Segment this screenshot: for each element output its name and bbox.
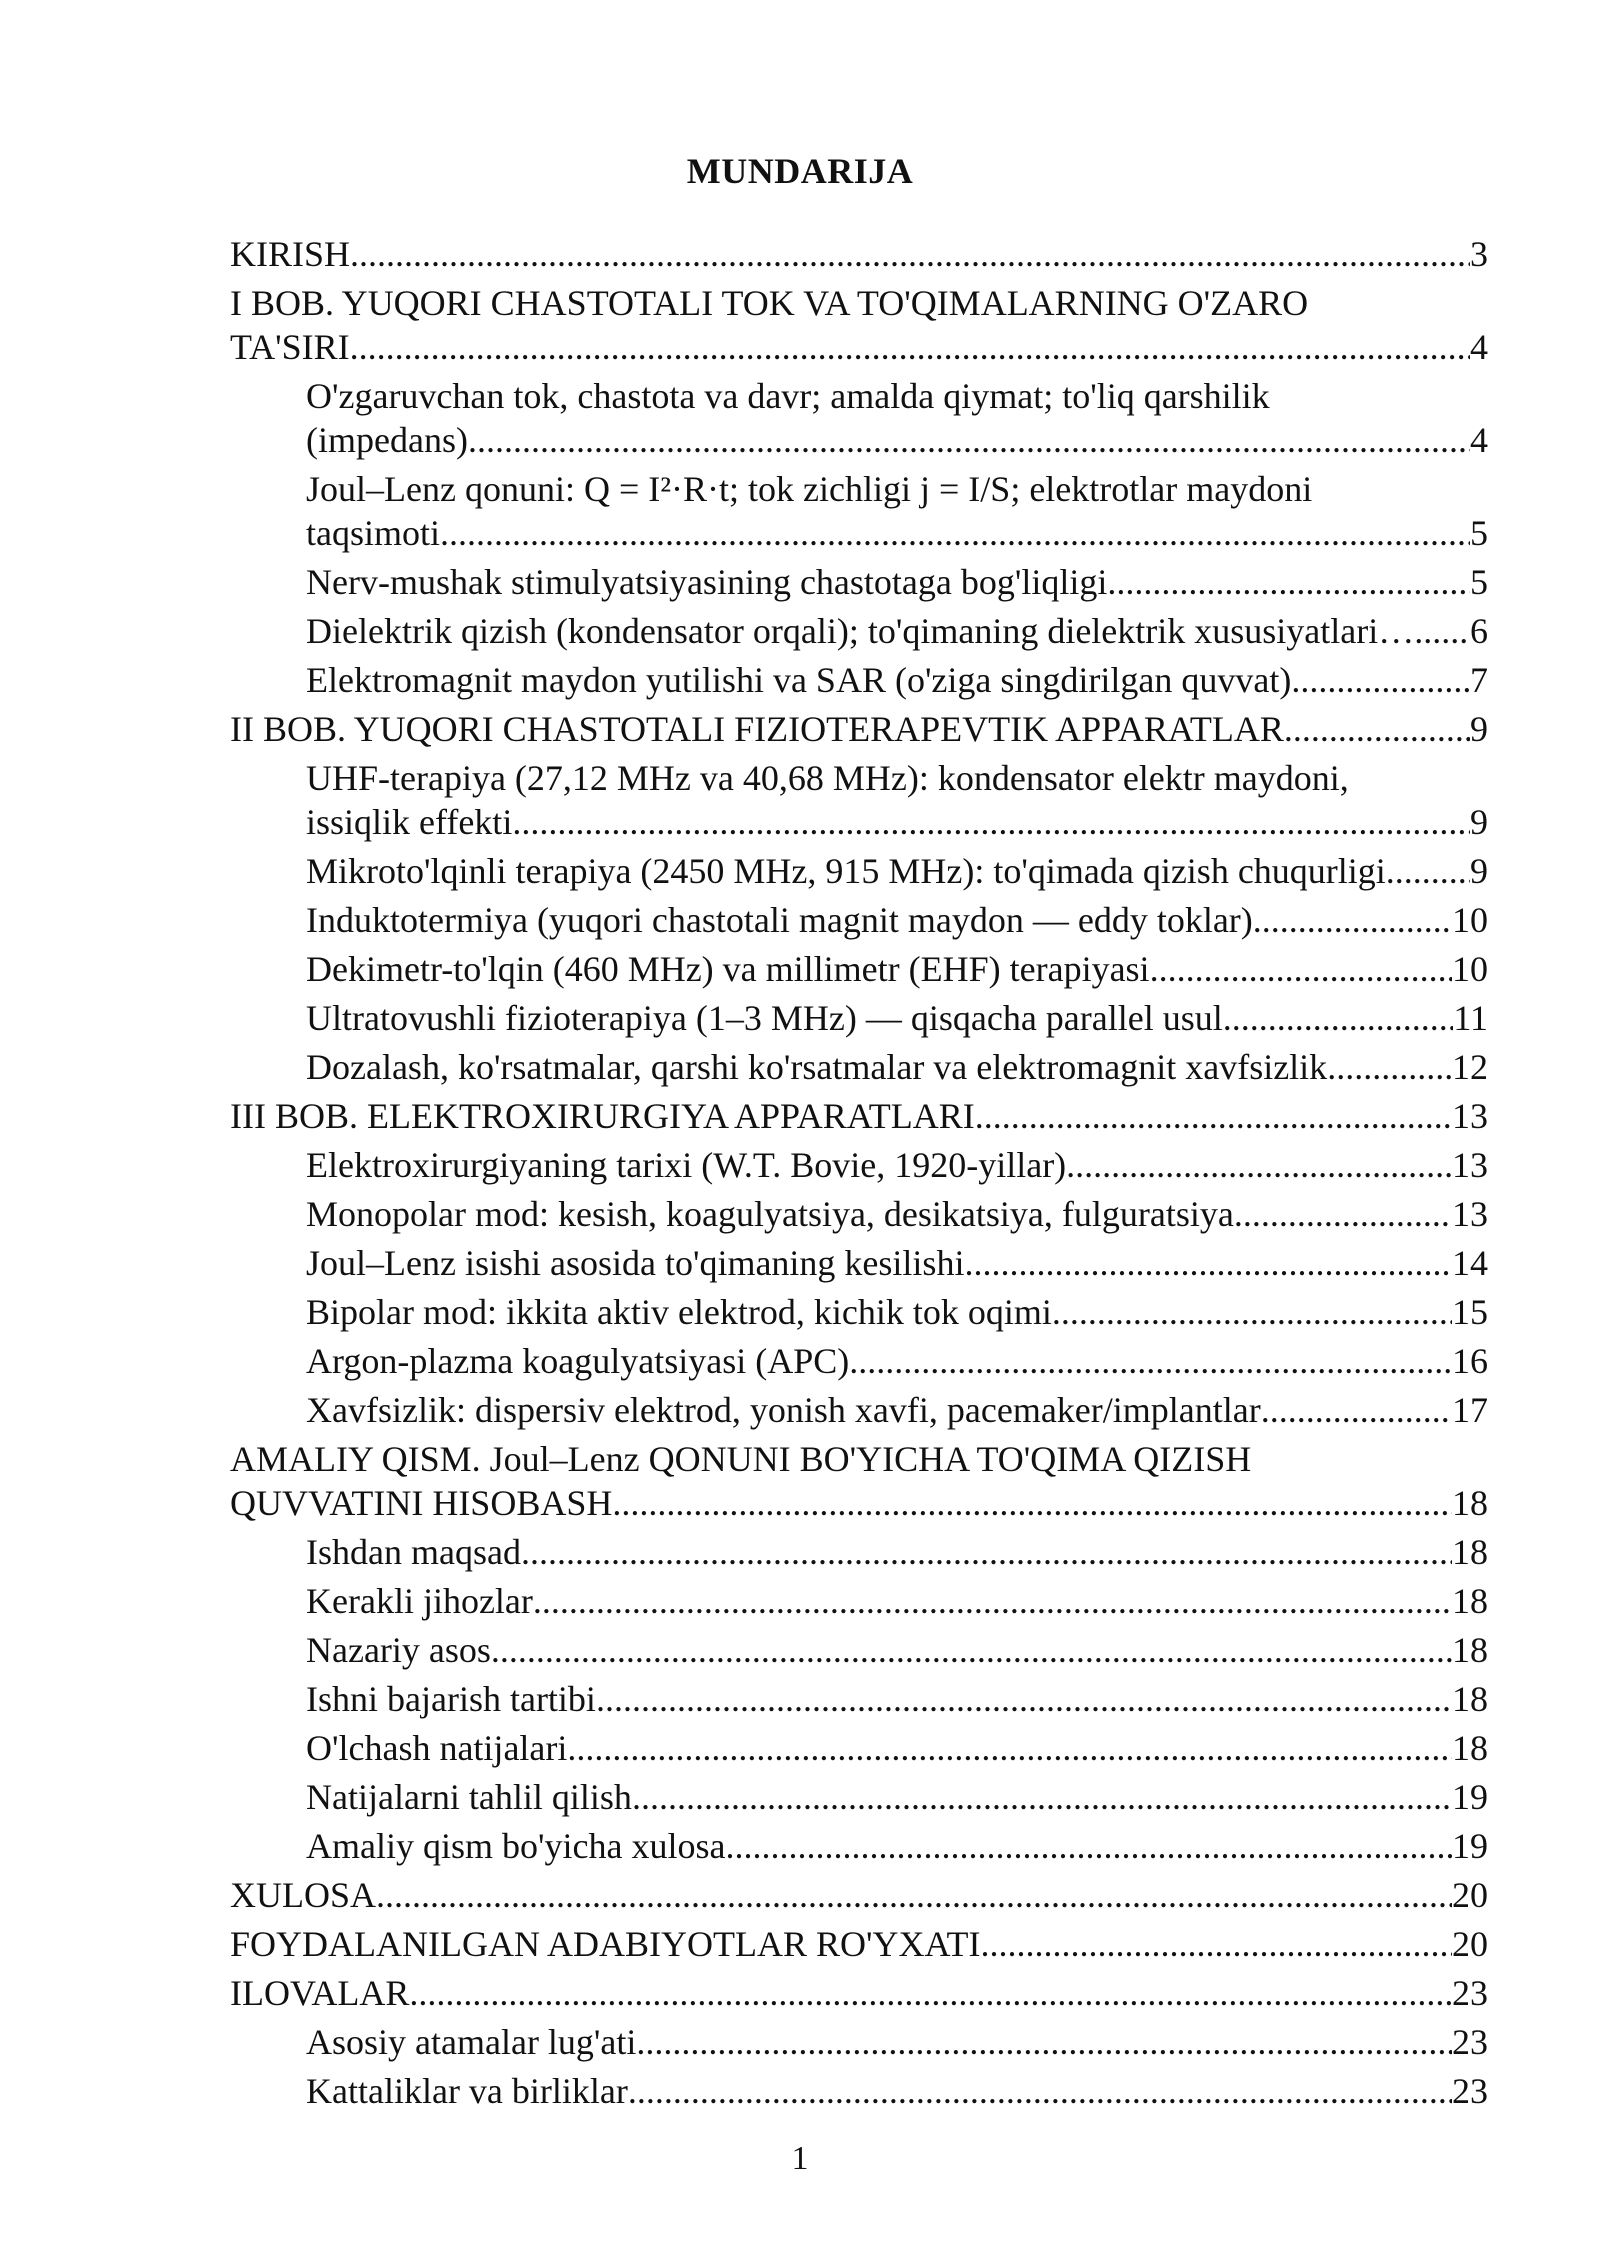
toc-entry-title-line: I BOB. YUQORI CHASTOTALI TOK VA TO'QIMALARNING O'ZARO	[230, 283, 1309, 323]
toc-entry-title: Elektromagnit maydon yutilishi va SAR (o'ziga singdirilgan quvvat)	[306, 660, 1292, 700]
toc-entry-row	[306, 1824, 1488, 1868]
toc-entry-title: Dielektrik qizish (kondensator orqali); to'qimaning dielektrik xususiyatlari…	[306, 611, 1415, 651]
toc-entry-title: Kerakli jihozlar	[306, 1581, 533, 1621]
toc-entry[interactable]	[230, 898, 1488, 947]
toc-page-number: 7	[1470, 660, 1488, 700]
toc-entry[interactable]	[230, 1726, 1488, 1775]
toc-entry-title: (impedans)	[306, 420, 468, 460]
toc-page-number: 4	[1470, 327, 1488, 367]
toc-page-number: 19	[1452, 1777, 1488, 1817]
toc-entry-title: Dekimetr-to'lqin (460 MHz) va millimetr (EHF) terapiyasi	[306, 949, 1150, 989]
toc-entry-title: FOYDALANILGAN ADABIYOTLAR RO'YXATI	[230, 1924, 981, 1964]
toc-entry-row	[306, 1339, 1488, 1383]
toc-entry-title: Dozalash, ko'rsatmalar, qarshi ko'rsatmalar va elektromagnit xavfsizlik	[306, 1047, 1328, 1087]
toc-entry-row	[306, 609, 1488, 653]
toc-entry-title: XULOSA	[230, 1875, 377, 1915]
page-title: MUNDARIJA	[686, 151, 914, 191]
toc-entry[interactable]	[230, 609, 1488, 658]
toc-entry-row	[306, 1241, 1488, 1285]
dot-leader	[350, 325, 1470, 369]
dot-leader	[1253, 898, 1452, 942]
toc-entry-title: Nerv-mushak stimulyatsiyasining chastotaga bog'liqligi	[306, 562, 1108, 602]
toc-entry-row	[230, 1481, 1488, 1525]
toc-entry-title: issiqlik effekti	[306, 802, 513, 842]
dot-leader	[1223, 996, 1454, 1040]
toc-entry-title: Elektroxirurgiyaning tarixi (W.T. Bovie, 1920-yillar)	[306, 1145, 1067, 1185]
dot-leader	[1234, 1192, 1452, 1236]
toc-entry-row	[306, 898, 1488, 942]
toc-page-number: 20	[1452, 1875, 1488, 1915]
toc-entry-row	[306, 560, 1488, 604]
toc-entry-title-line: Joul–Lenz qonuni: Q = I²·R·t; tok zichligi j = I/S; elektrotlar maydoni	[306, 469, 1313, 509]
toc-entry[interactable]	[230, 1290, 1488, 1339]
toc-entry-row	[230, 1094, 1488, 1138]
toc-page-number: 10	[1452, 900, 1488, 940]
dot-leader	[1052, 1290, 1452, 1334]
toc-entry-title: ILOVALAR	[230, 1973, 410, 2013]
toc-entry-title: Asosiy atamalar lug'ati	[306, 2022, 637, 2062]
toc-page-number: 6	[1470, 611, 1488, 651]
toc-entry-title: KIRISH	[230, 234, 351, 274]
dot-leader	[725, 1824, 1452, 1868]
toc-entry[interactable]	[230, 1971, 1488, 2020]
toc-page-number: 13	[1452, 1145, 1488, 1185]
dot-leader	[533, 1579, 1452, 1623]
toc-entry[interactable]	[230, 1388, 1488, 1437]
toc-page-number: 18	[1452, 1532, 1488, 1572]
toc-page-number: 13	[1452, 1096, 1488, 1136]
toc-entry[interactable]	[230, 1824, 1488, 1873]
toc-page-number: 11	[1453, 998, 1488, 1038]
dot-leader	[521, 1530, 1452, 1574]
toc-entry-row	[230, 1971, 1488, 2015]
toc-entry-title: II BOB. YUQORI CHASTOTALI FIZIOTERAPEVTIK APPARATLAR	[230, 709, 1284, 749]
toc-entry-row	[306, 1726, 1488, 1770]
toc-entry-row	[306, 849, 1488, 893]
toc-entry-row	[306, 2069, 1488, 2113]
toc-page-number: 14	[1452, 1243, 1488, 1283]
toc-entry[interactable]	[230, 374, 1488, 467]
dot-leader	[636, 2020, 1452, 2064]
toc-entry-row	[306, 1579, 1488, 1623]
dot-leader	[975, 1094, 1452, 1138]
toc-entry-title: O'lchash natijalari	[306, 1728, 568, 1768]
dot-leader	[596, 1677, 1452, 1721]
toc-entry[interactable]	[230, 849, 1488, 898]
toc-entry-row	[306, 658, 1488, 702]
toc-entry-row	[306, 1192, 1488, 1236]
toc-entry[interactable]	[230, 281, 1488, 374]
toc-page-number: 18	[1452, 1630, 1488, 1670]
toc-page-number: 3	[1470, 234, 1488, 274]
toc-entry[interactable]	[230, 707, 1488, 756]
toc-entry[interactable]	[230, 467, 1488, 560]
toc-entry-title: TA'SIRI	[230, 327, 350, 367]
toc-entry-row	[230, 1873, 1488, 1917]
toc-entry-row	[306, 511, 1488, 555]
toc-entry[interactable]	[230, 1339, 1488, 1388]
dot-leader	[632, 1775, 1452, 1819]
toc-entry[interactable]	[230, 1579, 1488, 1628]
toc-entry[interactable]	[230, 1628, 1488, 1677]
toc-entry-title: Ultratovushli fizioterapiya (1–3 MHz) — qisqacha parallel usul	[306, 998, 1223, 1038]
toc-page-number: 17	[1452, 1390, 1488, 1430]
toc-entry-title: Ishni bajarish tartibi	[306, 1679, 596, 1719]
toc-entry-row	[306, 418, 1488, 462]
toc-entry-title: Argon-plazma koagulyatsiyasi (APC)	[306, 1341, 850, 1381]
toc-page-number: 4	[1470, 420, 1488, 460]
toc-page-number: 20	[1452, 1924, 1488, 1964]
toc-entry[interactable]	[230, 1437, 1488, 1530]
dot-leader	[1414, 609, 1470, 653]
toc-entry-row	[230, 707, 1488, 751]
toc-entry[interactable]	[230, 1775, 1488, 1824]
toc-entry-title: Nazariy asos	[306, 1630, 491, 1670]
toc-entry-title: Induktotermiya (yuqori chastotali magnit maydon — eddy toklar)	[306, 900, 1253, 940]
toc-page-number: 9	[1470, 802, 1488, 842]
dot-leader	[1284, 707, 1470, 751]
dot-leader	[1327, 1045, 1452, 1089]
dot-leader	[512, 800, 1470, 844]
toc-entry[interactable]	[230, 2069, 1488, 2118]
toc-entry[interactable]	[230, 2020, 1488, 2069]
toc-entry-row	[306, 1388, 1488, 1432]
toc-entry[interactable]	[230, 1873, 1488, 1922]
toc-entry-row	[306, 947, 1488, 991]
toc-page-number: 9	[1470, 709, 1488, 749]
dot-leader	[1107, 560, 1470, 604]
toc-entry[interactable]	[230, 658, 1488, 707]
toc-page-number: 9	[1470, 851, 1488, 891]
dot-leader	[409, 1971, 1452, 2015]
toc-entry-row	[306, 996, 1488, 1040]
toc-entry-title: Mikroto'lqinli terapiya (2450 MHz, 915 MHz): to'qimada qizish chuqurligi.	[306, 851, 1395, 891]
dot-leader	[980, 1922, 1452, 1966]
toc-entry-row	[306, 1045, 1488, 1089]
toc-entry-title: Joul–Lenz isishi asosida to'qimaning kesilishi	[306, 1243, 965, 1283]
toc-page-number: 18	[1452, 1483, 1488, 1523]
toc-page-number: 18	[1452, 1679, 1488, 1719]
toc-entry[interactable]	[230, 947, 1488, 996]
toc-entry[interactable]	[230, 756, 1488, 849]
dot-leader	[350, 232, 1470, 276]
toc-entry[interactable]	[230, 1143, 1488, 1192]
toc-page-number: 16	[1452, 1341, 1488, 1381]
toc-page-number: 18	[1452, 1581, 1488, 1621]
toc-entry-title: Natijalarni tahlil qilish	[306, 1777, 632, 1817]
toc-entry-row	[230, 1922, 1488, 1966]
dot-leader	[491, 1628, 1452, 1672]
toc-page-number: 23	[1452, 2071, 1488, 2111]
toc-entry-title: Monopolar mod: kesish, koagulyatsiya, desikatsiya, fulguratsiya	[306, 1194, 1234, 1234]
toc-entry-row	[306, 1677, 1488, 1721]
toc-page-number: 5	[1470, 562, 1488, 602]
dot-leader	[567, 1726, 1452, 1770]
toc-entry-title: Bipolar mod: ikkita aktiv elektrod, kichik tok oqimi	[306, 1292, 1052, 1332]
toc-entry-row	[230, 232, 1488, 276]
toc-page-number: 5	[1470, 513, 1488, 553]
dot-leader	[440, 511, 1470, 555]
dot-leader	[468, 418, 1470, 462]
dot-leader	[1150, 947, 1452, 991]
toc-entry[interactable]	[230, 1192, 1488, 1241]
dot-leader	[376, 1873, 1452, 1917]
toc-entry[interactable]	[230, 996, 1488, 1045]
dot-leader	[1395, 849, 1470, 893]
toc-entry-title: Kattaliklar va birliklar	[306, 2071, 628, 2111]
toc-entry[interactable]	[230, 560, 1488, 609]
toc-entry-title-line: O'zgaruvchan tok, chastota va davr; amalda qiymat; to'liq qarshilik	[306, 376, 1270, 416]
toc-entry-row	[306, 2020, 1488, 2064]
dot-leader	[612, 1481, 1452, 1525]
toc-entry[interactable]	[230, 1094, 1488, 1143]
toc-entry-title: Xavfsizlik: dispersiv elektrod, yonish xavfi, pacemaker/implantlar	[306, 1390, 1261, 1430]
toc-entry-row	[230, 325, 1488, 369]
toc-entry-row	[306, 1775, 1488, 1819]
toc-entry-title: taqsimoti	[306, 513, 440, 553]
toc-entry[interactable]	[230, 1045, 1488, 1094]
toc-page-number: 13	[1452, 1194, 1488, 1234]
toc-entry-title-line: AMALIY QISM. Joul–Lenz QONUNI BO'YICHA TO'QIMA QIZISH	[230, 1439, 1252, 1479]
dot-leader	[849, 1339, 1452, 1383]
toc-page-number: 18	[1452, 1728, 1488, 1768]
toc-entry-title-line: UHF-terapiya (27,12 MHz va 40,68 MHz): kondensator elektr maydoni,	[306, 758, 1349, 798]
toc-entry-title: III BOB. ELEKTROXIRURGIYA APPARATLARI	[230, 1096, 975, 1136]
toc-entry-row	[306, 1628, 1488, 1672]
table-of-contents	[230, 232, 1488, 2118]
toc-page-number: 19	[1452, 1826, 1488, 1866]
toc-page-number: 10	[1452, 949, 1488, 989]
toc-entry[interactable]	[230, 232, 1488, 281]
toc-entry-title: QUVVATINI HISOBASH	[230, 1483, 613, 1523]
dot-leader	[1291, 658, 1470, 702]
toc-entry-title: Ishdan maqsad	[306, 1532, 521, 1572]
toc-page-number: 12	[1452, 1047, 1488, 1087]
toc-entry[interactable]	[230, 1530, 1488, 1579]
toc-entry[interactable]	[230, 1677, 1488, 1726]
dot-leader	[1066, 1143, 1452, 1187]
toc-entry-row	[306, 800, 1488, 844]
toc-entry-row	[306, 1143, 1488, 1187]
toc-page-number: 23	[1452, 1973, 1488, 2013]
toc-entry[interactable]	[230, 1241, 1488, 1290]
dot-leader	[628, 2069, 1452, 2113]
dot-leader	[964, 1241, 1452, 1285]
toc-page-number: 15	[1452, 1292, 1488, 1332]
toc-entry-title: Amaliy qism bo'yicha xulosa	[306, 1826, 726, 1866]
toc-entry[interactable]	[230, 1922, 1488, 1971]
dot-leader	[1261, 1388, 1452, 1432]
page-number: 1	[791, 2140, 809, 2177]
toc-entry-row	[306, 1290, 1488, 1334]
toc-entry-row	[306, 1530, 1488, 1574]
toc-page-number: 23	[1452, 2022, 1488, 2062]
